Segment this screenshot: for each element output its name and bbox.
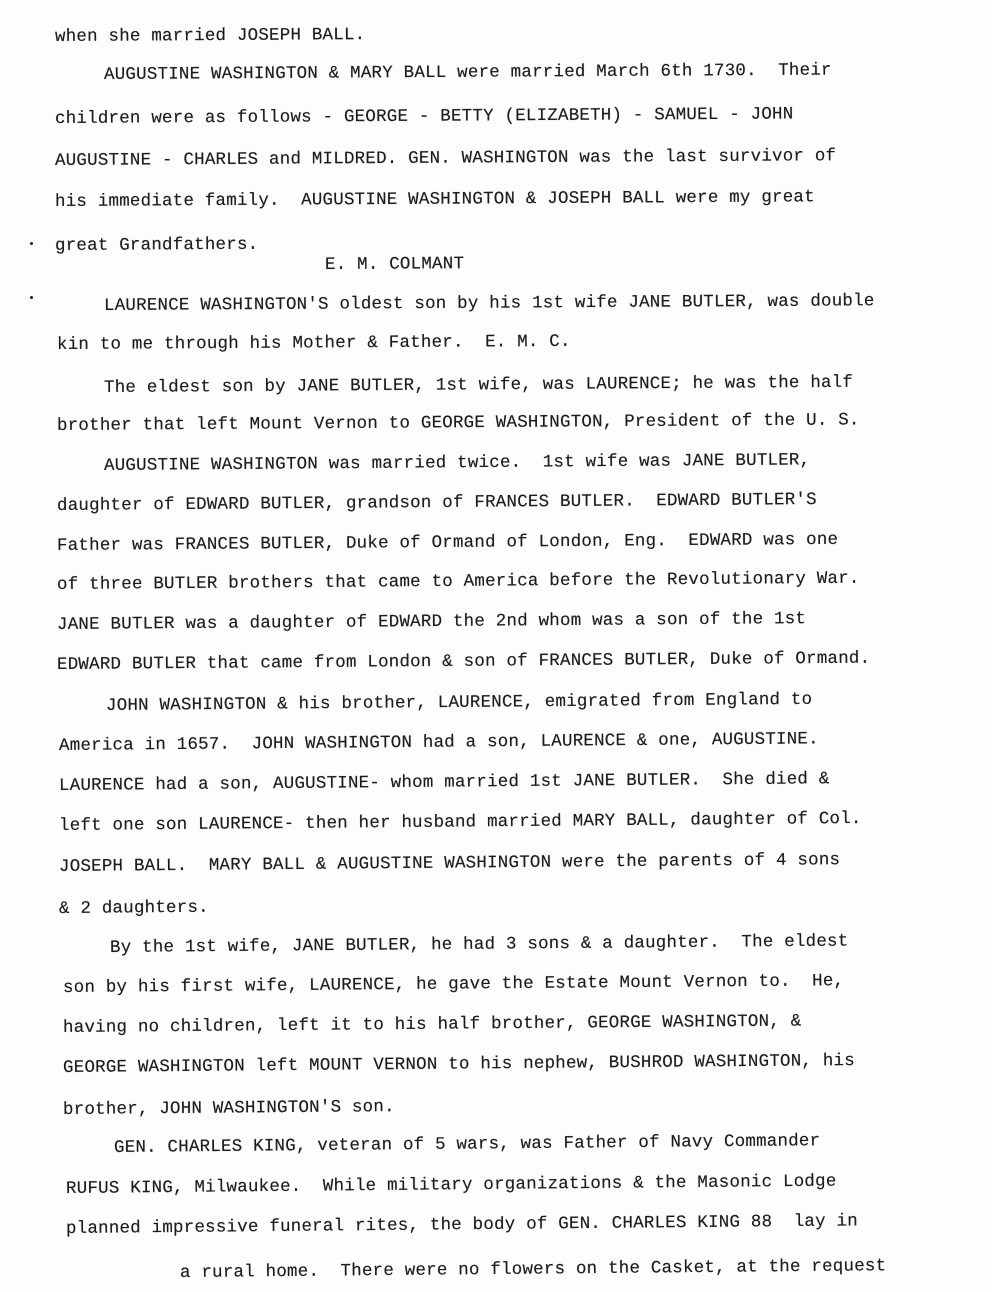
text-line-19: America in 1657. JOHN WASHINGTON had a son, LAURENCE & one, AUGUSTINE. — [58, 729, 819, 756]
text-line-16: JANE BUTLER was a daughter of EDWARD the 2nd whom was a son of the 1st — [56, 609, 807, 635]
text-line-3: children were as follows - GEORGE - BETTY (ELIZABETH) - SAMUEL - JOHN — [54, 104, 794, 129]
text-line-22: JOSEPH BALL. MARY BALL & AUGUSTINE WASHINGTON were the parents of 4 sons — [58, 850, 841, 877]
text-line-32: a rural home. There were no flowers on the Casket, at the request — [179, 1256, 887, 1283]
text-line-2: AUGUSTINE WASHINGTON & MARY BALL were married March 6th 1730. Their — [103, 60, 832, 85]
text-line-11: brother that left Mount Vernon to GEORGE WASHINGTON, President of the U. S. — [56, 410, 860, 436]
text-line-10: The eldest son by JANE BUTLER, 1st wife, was LAURENCE; he was the half — [103, 372, 854, 398]
text-line-27: GEORGE WASHINGTON left MOUNT VERNON to his nephew, BUSHROD WASHINGTON, his — [62, 1051, 855, 1078]
text-line-30: RUFUS KING, Milwaukee. While military organizations & the Masonic Lodge — [65, 1171, 837, 1199]
text-line-9: kin to me through his Mother & Father. E. M. C. — [56, 331, 571, 355]
text-line-1: when she married JOSEPH BALL. — [54, 25, 366, 47]
text-line-29: GEN. CHARLES KING, veteran of 5 wars, was Father of Navy Commander — [113, 1131, 821, 1158]
text-line-28: brother, JOHN WASHINGTON'S son. — [62, 1097, 395, 1120]
text-line-15: of three BUTLER brothers that came to America before the Revolutionary War. — [56, 568, 860, 595]
text-line-17: EDWARD BUTLER that came from London & son of FRANCES BUTLER, Duke of Ormand. — [56, 648, 871, 675]
text-line-20: LAURENCE had a son, AUGUSTINE- whom married 1st JANE BUTLER. She died & — [58, 769, 830, 796]
text-line-31: planned impressive funeral rites, the body of GEN. CHARLES KING 88 lay in — [65, 1211, 858, 1239]
signature-initials: E. M. COLMANT — [324, 254, 465, 275]
text-line-21: left one son LAURENCE- then her husband married MARY BALL, daughter of Col. — [58, 808, 862, 836]
text-line-18: JOHN WASHINGTON & his brother, LAURENCE, emigrated from England to — [105, 689, 813, 716]
text-line-24: By the 1st wife, JANE BUTLER, he had 3 sons & a daughter. The eldest — [109, 931, 849, 958]
text-line-14: Father was FRANCES BUTLER, Duke of Ormand of London, Eng. EDWARD was one — [56, 529, 839, 556]
paper-speck — [30, 296, 33, 299]
text-line-23: & 2 daughters. — [58, 897, 209, 919]
paper-speck — [30, 242, 33, 245]
text-line-26: having no children, left it to his half brother, GEORGE WASHINGTON, & — [62, 1011, 802, 1038]
text-line-8: LAURENCE WASHINGTON'S oldest son by his 1st wife JANE BUTLER, was double — [103, 291, 875, 316]
text-line-25: son by his first wife, LAURENCE, he gave the Estate Mount Vernon to. He, — [62, 971, 845, 998]
text-line-13: daughter of EDWARD BUTLER, grandson of FRANCES BUTLER. EDWARD BUTLER'S — [56, 490, 817, 516]
text-line-5: his immediate family. AUGUSTINE WASHINGTON & JOSEPH BALL were my great — [54, 187, 815, 212]
text-line-4: AUGUSTINE - CHARLES and MILDRED. GEN. WASHINGTON was the last survivor of — [54, 146, 837, 171]
text-line-6: great Grandfathers. — [54, 234, 259, 256]
text-line-12: AUGUSTINE WASHINGTON was married twice. 1st wife was JANE BUTLER, — [103, 450, 811, 476]
